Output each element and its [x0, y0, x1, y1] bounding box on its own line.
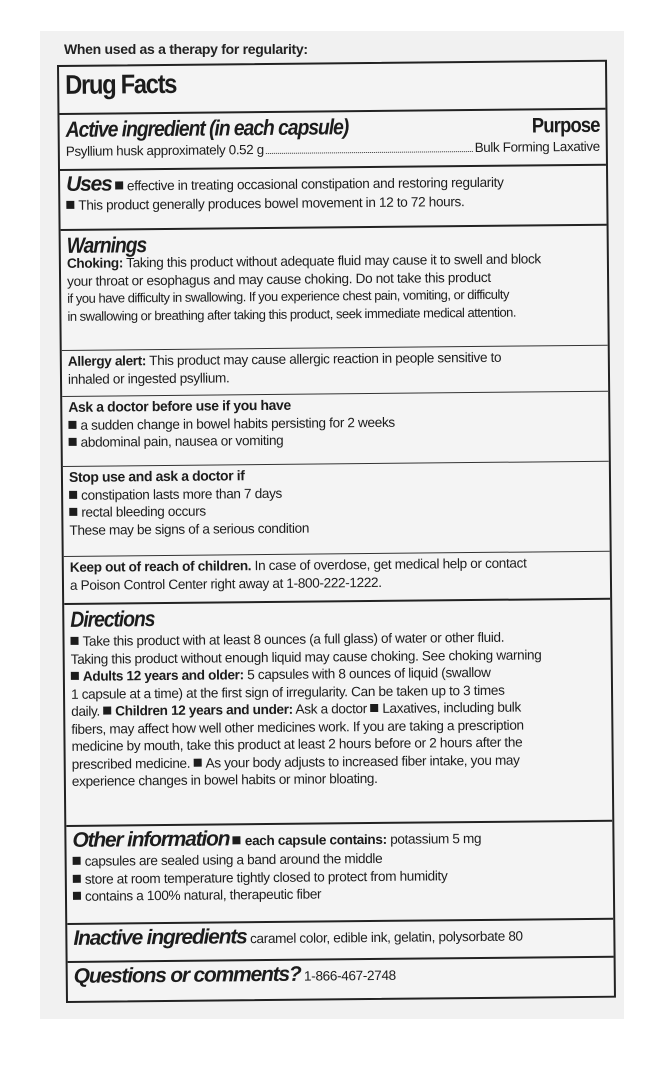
allergy-section — [62, 346, 608, 397]
keep-out-text: In case of overdose, get medical help or contact — [254, 555, 527, 574]
drug-facts-panel — [57, 60, 616, 1003]
directions-line: Ask a doctor — [295, 701, 367, 717]
inactive-text: caramel color, edible ink, gelatin, polysorbate 80 — [249, 928, 523, 947]
ask-doctor-heading: Ask a doctor before use if you have — [68, 396, 291, 415]
choking-line: in swallowing or breathing after taking this product, seek immediate medical attention. — [67, 304, 517, 324]
active-ingredient-section — [59, 110, 606, 171]
directions-line: Take this product with at least 8 ounces (a full glass) of water or other fluid. — [82, 629, 505, 649]
keep-out-text: a Poison Control Center right away at 1-800-222-1222. — [69, 574, 382, 593]
other-info-heading: Other information — [72, 827, 230, 852]
uses-section — [60, 166, 607, 231]
bullet-icon — [103, 707, 111, 715]
directions-line: medicine by mouth, take this product at least 2 hours before or 2 hours after the — [71, 734, 523, 754]
bullet-icon — [68, 420, 76, 428]
keep-out-label: Keep out of reach of children. — [69, 558, 252, 575]
bullet-icon — [73, 892, 81, 900]
keep-out-section — [64, 552, 610, 605]
purpose-heading: Purpose — [531, 113, 600, 138]
choking-line: your throat or esophagus and may cause choking. Do not take this product — [67, 269, 491, 289]
active-ingredient-name: Psyllium husk approximately 0.52 g — [65, 142, 264, 159]
bullet-icon — [233, 836, 241, 844]
directions-line: Taking this product without enough liquid may cause choking. See choking warning — [70, 646, 542, 667]
ask-doctor-section — [62, 392, 609, 467]
choking-line: Taking this product without adequate fluid may cause it to swell and block — [126, 251, 541, 271]
bullet-icon — [71, 672, 79, 680]
directions-line: prescribed medicine. — [71, 755, 191, 772]
bullet-icon — [370, 704, 378, 712]
choking-label: Choking: — [66, 255, 124, 271]
stop-use-section — [63, 462, 610, 557]
top-note: When used as a therapy for regularity: — [64, 41, 308, 57]
questions-heading: Questions or comments? — [73, 962, 301, 988]
directions-line: fibers, may affect how well other medicines work. If you are taking a prescription — [71, 717, 524, 737]
bullet-icon — [69, 490, 77, 498]
active-ingredient-purpose: Bulk Forming Laxative — [474, 138, 600, 155]
directions-section — [64, 600, 612, 827]
stop-use-note: These may be signs of a serious condition — [69, 520, 310, 538]
bullet-icon — [115, 181, 123, 189]
questions-phone: 1-866-467-2748 — [303, 967, 396, 984]
uses-line: This product generally produces bowel movement in 12 to 72 hours. — [78, 194, 465, 213]
active-ingredient-heading: Active ingredient (in each capsule) — [65, 114, 349, 142]
ask-doctor-item: a sudden change in bowel habits persisting for 2 weeks — [80, 414, 395, 433]
directions-heading: Directions — [70, 606, 155, 632]
label-sheet — [40, 31, 624, 1019]
questions-section — [68, 958, 614, 1001]
capsule-contains-value: potassium 5 mg — [390, 830, 482, 847]
bullet-icon — [73, 857, 81, 865]
choking-line: if you have difficulty in swallowing. If you experience chest pain, vomiting, or difficulty — [67, 286, 510, 306]
inactive-section — [67, 920, 613, 963]
inactive-heading: Inactive ingredients — [73, 925, 247, 950]
allergy-line: This product may cause allergic reaction in people sensitive to — [149, 349, 502, 369]
capsule-contains-label: each capsule contains: — [244, 831, 387, 849]
directions-line: Laxatives, including bulk — [382, 699, 521, 716]
allergy-label: Allergy alert: — [67, 353, 147, 369]
children-label: Children 12 years and under: — [115, 701, 293, 719]
drug-facts-title-section — [59, 62, 605, 115]
directions-line: As your body adjusts to increased fiber intake, you may — [205, 752, 520, 771]
allergy-line: inhaled or ingested psyllium. — [67, 369, 230, 387]
directions-line: experience changes in bowel habits or minor bloating. — [71, 770, 378, 789]
stop-use-heading: Stop use and ask a doctor if — [68, 467, 245, 485]
directions-line: daily. — [71, 703, 100, 719]
bullet-icon — [194, 758, 202, 766]
dotted-leader — [266, 150, 473, 154]
bullet-icon — [73, 874, 81, 882]
bullet-icon — [70, 637, 78, 645]
other-info-item: capsules are sealed using a band around the middle — [84, 850, 383, 869]
bullet-icon — [69, 438, 77, 446]
adults-label: Adults 12 years and older: — [82, 667, 244, 684]
stop-use-item: rectal bleeding occurs — [81, 503, 206, 520]
warnings-heading: Warnings — [66, 232, 147, 258]
directions-line: 5 capsules with 8 ounces of liquid (swallow — [247, 664, 491, 683]
other-info-item: store at room temperature tightly closed to protect from humidity — [84, 867, 448, 887]
uses-line: effective in treating occasional constipation and restoring regularity — [126, 174, 504, 194]
other-info-section — [66, 822, 613, 925]
ask-doctor-item: abdominal pain, nausea or vomiting — [80, 432, 284, 450]
other-info-item: contains a 100% natural, therapeutic fiber — [84, 886, 322, 904]
stop-use-item: constipation lasts more than 7 days — [81, 485, 283, 503]
warnings-section — [61, 226, 608, 351]
bullet-icon — [66, 201, 74, 209]
bullet-icon — [69, 508, 77, 516]
directions-line: 1 capsule at a time) at the first sign of irregularity. Can be taken up to 3 times — [70, 682, 505, 702]
uses-heading: Uses — [66, 172, 112, 196]
drug-facts-title: Drug Facts — [65, 68, 177, 100]
